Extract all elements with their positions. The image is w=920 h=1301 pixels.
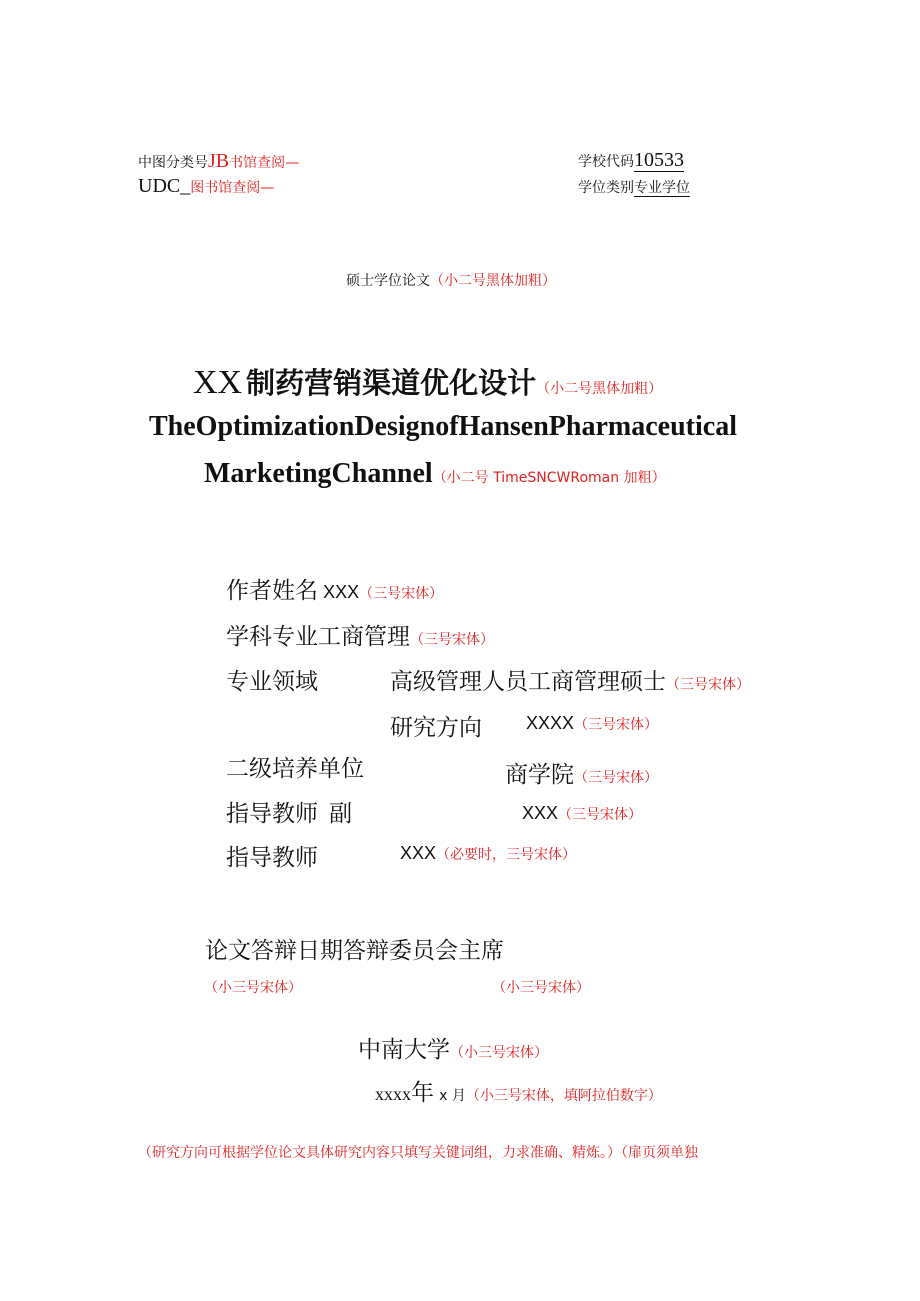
date-note: （小三号宋体，填阿拉伯数字） [465,1088,662,1104]
defense-date-label: 论文答辩日期 [205,938,343,964]
defense-chair-note: （小三号宋体） [492,980,590,996]
degree-type-line [578,177,690,197]
thesis-type-text: 硕士学位论文 [346,273,430,289]
advisor-value-row [400,843,576,864]
author-row [226,572,443,605]
school-code-line [578,149,684,172]
university-note: （小三号宋体） [450,1045,548,1061]
degree-type-label: 学位类别 [578,180,634,196]
field-value-row [390,663,750,696]
direction-label: 研究方向 [390,715,482,741]
discipline-label: 学科专业 [226,624,318,650]
advisor-label: 指导教师 [226,845,318,871]
school-code-label: 学校代码 [578,154,634,170]
clc-label: 中图分类号 [138,155,208,171]
vice-advisor-label: 指导教师 [226,801,318,827]
title-cn-text: 制药营销渠道优化设计 [246,366,537,400]
vice-advisor-note: （三号宋体） [558,807,643,823]
date-year: xxxx [375,1084,411,1104]
direction-value-row [526,713,658,734]
title-prefix: XX [193,364,243,401]
title-en-line2-text: MarketingChannel [204,458,433,489]
thesis-type-note: （小二号黑体加粗） [430,273,556,289]
author-label: 作者姓名 [226,578,318,604]
unit-label: 二级培养单位 [226,756,364,782]
date-month: x 月 [439,1088,466,1104]
university-row [358,1031,548,1064]
title-cn-note: （小二号黑体加粗） [536,381,663,397]
field-label: 专业领域 [226,669,318,695]
udc-note: 图书馆查阅— [190,180,275,196]
school-code-value: 10533 [634,149,684,171]
date-row [375,1074,662,1107]
date-year-label: 年 [411,1080,434,1106]
udc-line [138,175,274,198]
bottom-remark: （研究方向可根据学位论文具体研究内容只填写关键词组，力求准确、精炼。）（扉页须单独 [138,1145,698,1161]
discipline-value: 工商管理 [318,624,410,650]
discipline-row [226,618,494,651]
title-en-line2 [204,458,666,490]
clc-line [138,150,299,173]
degree-type-value: 专业学位 [634,180,690,196]
defense-date-note: （小三号宋体） [204,980,302,996]
author-note: （三号宋体） [359,586,444,602]
defense-chair-label: 答辩委员会主席 [343,938,504,964]
field-note: （三号宋体） [666,677,750,693]
title-en-line1: TheOptimizationDesignofHansenPharmaceutical [149,411,737,442]
clc-note: 书馆查阅— [229,155,300,171]
direction-note: （三号宋体） [574,717,659,733]
unit-value: 商学院 [505,762,574,788]
title-en-note: （小二号 TimeSNCWRoman 加粗） [432,470,666,486]
vice-advisor-value: XXX [522,803,559,823]
vice-advisor-value-row [522,803,642,824]
direction-value: XXXX [526,713,575,733]
udc-separator: _ [180,175,191,197]
unit-value-row [505,756,658,789]
unit-note: （三号宋体） [574,770,658,786]
title-cn [193,361,662,402]
advisor-note: （必要时，三号宋体） [436,847,577,863]
university-name: 中南大学 [358,1037,450,1063]
thesis-type [346,270,556,290]
defense-labels [205,932,504,965]
author-value: XXX [323,582,360,602]
udc-label: UDC [138,175,181,197]
vice-advisor-suffix: 副 [329,801,353,827]
field-value: 高级管理人员工商管理硕士 [390,669,666,695]
discipline-note: （三号宋体） [410,632,494,648]
clc-value: JB [208,150,230,172]
vice-advisor-row [226,795,352,828]
advisor-value: XXX [400,843,437,863]
